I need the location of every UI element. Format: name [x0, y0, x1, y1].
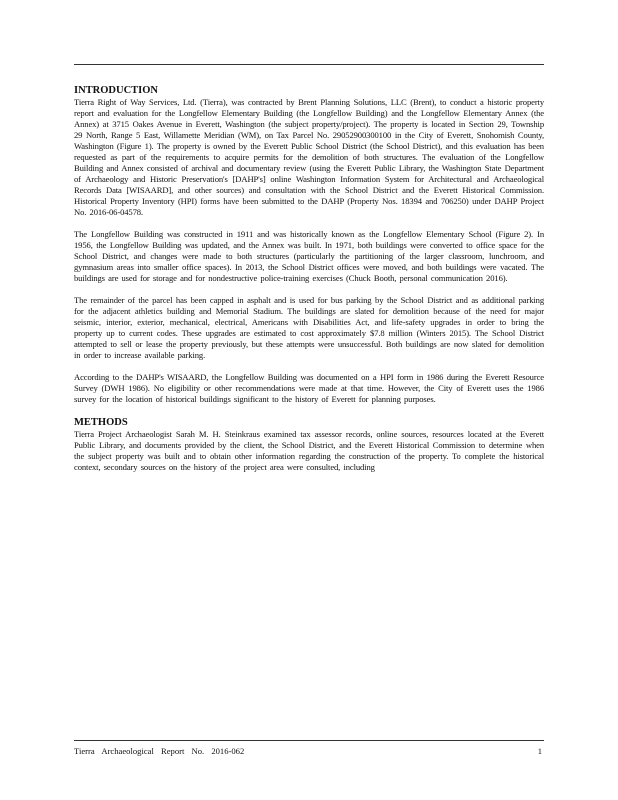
introduction-paragraph-3: The remainder of the parcel has been capped in asphalt and is used for bus parking by the School District and as additional parking for the adjacent athletics building and Memorial Stadium. The buildings are slated for demolition because of the need for major seismic, interior, exterior, mechanical, electrical, Americans with Disabilities Act, and life-safety upgrades in order to bring the property up to current codes. These upgrades are estimated to cost approximately $7.8 million (Winters 2015). The School District attempted to sell or lease the property previously, but these attempts were unsuccessful. Both buildings are now slated for demolition in order to increase available parking.: [74, 295, 544, 360]
introduction-paragraph-1: Tierra Right of Way Services, Ltd. (Tierra), was contracted by Brent Planning Solutions, LLC (Brent), to conduct a historic property report and evaluation for the Longfellow Elementary Building (the Longfellow Building) and the Longfellow Elementary Annex (the Annex) at 3715 Oakes Avenue in Everett, Washington (the subject property/project). The property is located in Section 29, Township 29 North, Range 5 East, Willamette Meridian (WM), on Tax Parcel No. 29052900300100 in the City of Everett, Snohomish County, Washington (Figure 1). The property is owned by the Everett Public School District (the School District), and this evaluation has been requested as part of the requirements to acquire permits for the demolition of both structures. The evaluation of the Longfellow Building and Annex consisted of archival and documentary review (using the Everett Public Library, the Washington State Department of Archaeology and Historic Preservation's [DAHP's] online Washington Information System for Architectural and Archaeological Records Data [WISAARD], and other sources) and consultation with the School District and the Everett Historical Commission. Historical Property Inventory (HPI) forms have been submitted to the DAHP (Property Nos. 18394 and 706250) under DAHP Project No. 2016-06-04578.: [74, 97, 544, 217]
introduction-heading: INTRODUCTION: [74, 85, 159, 96]
page-body: [74, 84, 544, 484]
header-rule: [74, 64, 544, 65]
footer-rule: [74, 740, 544, 741]
introduction-paragraph-4: According to the DAHP's WISAARD, the Longfellow Building was documented on a HPI form in 1986 during the Everett Resource Survey (DWH 1986). No eligibility or other recommendations were made at that time. However, the City of Everett uses the 1986 survey for the location of historical buildings significant to the history of Everett for planning purposes.: [74, 372, 544, 404]
footer-page-number: 1: [537, 746, 542, 756]
methods-heading: METHODS: [74, 417, 128, 428]
footer-report-label: Tierra Archaeological Report No. 2016-062: [74, 746, 245, 756]
introduction-paragraph-2: The Longfellow Building was constructed in 1911 and was historically known as the Longfellow Elementary School (Figure 2). In 1956, the Longfellow Building was updated, and the Annex was built. In 1971, both buildings were converted to office space for the School District, and changes were made to both structures (particularly the partitioning of the larger classroom, lunchroom, and gymnasium areas into smaller office spaces). In 2013, the School District offices were moved, and both buildings were vacated. The buildings are used for storage and for nondestructive police-training exercises (Chuck Booth, personal communication 2016).: [74, 229, 544, 283]
methods-paragraph-1: Tierra Project Archaeologist Sarah M. H. Steinkraus examined tax assessor records, online sources, resources located at the Everett Public Library, and documents provided by the client, the School District, and the Everett Historical Commission to determine when the subject property was built and to obtain other information regarding the construction of the property. To complete the historical context, secondary sources on the history of the project area were consulted, including: [74, 429, 544, 472]
